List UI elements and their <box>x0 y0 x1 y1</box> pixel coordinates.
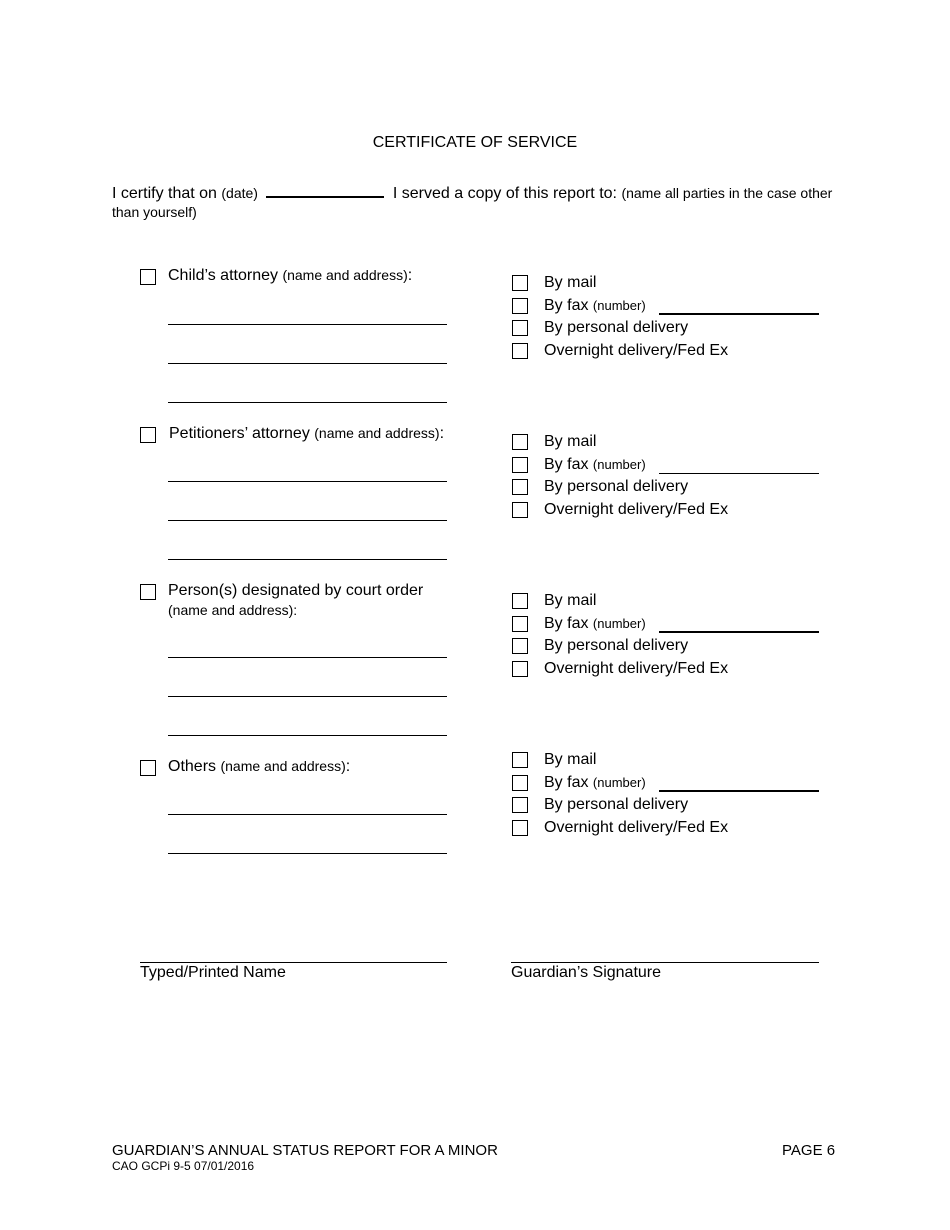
method-mail-label: By mail <box>544 433 597 450</box>
method-overnight-label: Overnight delivery/Fed Ex <box>544 819 729 836</box>
childs-attorney-overnight-checkbox[interactable] <box>512 343 528 359</box>
petitioners-attorney-personal-checkbox[interactable] <box>512 479 528 495</box>
others-checkbox[interactable] <box>140 760 156 776</box>
court-designee-fax-number-field[interactable] <box>659 631 819 633</box>
childs-attorney-mail-checkbox[interactable] <box>512 275 528 291</box>
parties-hint-continuation: than yourself) <box>112 204 197 220</box>
petitioners-attorney-line-2[interactable] <box>168 520 447 521</box>
childs-attorney-fax-checkbox[interactable] <box>512 298 528 314</box>
petitioners-attorney-mail-checkbox[interactable] <box>512 434 528 450</box>
childs-attorney-line-2[interactable] <box>168 363 447 364</box>
parties-hint: (name all parties in the case other <box>621 185 833 201</box>
childs-attorney-personal-checkbox[interactable] <box>512 320 528 336</box>
petitioners-attorney-fax-number-field[interactable] <box>659 473 819 474</box>
method-fax-label: By fax (number) <box>544 615 646 632</box>
certify-text-1: I certify that on <box>112 185 217 202</box>
petitioners-attorney-fax-checkbox[interactable] <box>512 457 528 473</box>
court-designee-checkbox[interactable] <box>140 584 156 600</box>
childs-attorney-line-3[interactable] <box>168 402 447 403</box>
method-fax-label: By fax (number) <box>544 774 646 791</box>
others-overnight-checkbox[interactable] <box>512 820 528 836</box>
page-title: CERTIFICATE OF SERVICE <box>372 134 578 151</box>
printed-name-field[interactable] <box>140 962 447 963</box>
method-mail-label: By mail <box>544 274 597 291</box>
court-designee-overnight-checkbox[interactable] <box>512 661 528 677</box>
method-personal-label: By personal delivery <box>544 796 689 813</box>
guardian-signature-label: Guardian’s Signature <box>511 964 662 981</box>
childs-attorney-checkbox[interactable] <box>140 269 156 285</box>
petitioners-attorney-checkbox[interactable] <box>140 427 156 443</box>
method-mail-label: By mail <box>544 751 597 768</box>
method-personal-label: By personal delivery <box>544 319 689 336</box>
petitioners-attorney-label: Petitioners’ attorney (name and address): <box>169 425 445 442</box>
court-designee-personal-checkbox[interactable] <box>512 638 528 654</box>
childs-attorney-label: Child’s attorney (name and address): <box>168 267 413 284</box>
court-designee-fax-checkbox[interactable] <box>512 616 528 632</box>
method-personal-label: By personal delivery <box>544 637 689 654</box>
childs-attorney-line-1[interactable] <box>168 324 447 325</box>
page-number: PAGE 6 <box>782 1142 836 1159</box>
printed-name-label: Typed/Printed Name <box>140 964 286 981</box>
court-designee-line-1[interactable] <box>168 657 447 658</box>
others-label: Others (name and address): <box>168 758 351 775</box>
others-fax-checkbox[interactable] <box>512 775 528 791</box>
method-overnight-label: Overnight delivery/Fed Ex <box>544 660 729 677</box>
petitioners-attorney-line-1[interactable] <box>168 481 447 482</box>
method-overnight-label: Overnight delivery/Fed Ex <box>544 342 729 359</box>
method-fax-label: By fax (number) <box>544 297 646 314</box>
method-personal-label: By personal delivery <box>544 478 689 495</box>
others-line-1[interactable] <box>168 814 447 815</box>
court-designee-line-3[interactable] <box>168 735 447 736</box>
method-fax-label: By fax (number) <box>544 456 646 473</box>
others-mail-checkbox[interactable] <box>512 752 528 768</box>
method-mail-label: By mail <box>544 592 597 609</box>
certify-text-2: I served a copy of this report to: <box>392 185 617 202</box>
petitioners-attorney-overnight-checkbox[interactable] <box>512 502 528 518</box>
method-overnight-label: Overnight delivery/Fed Ex <box>544 501 729 518</box>
date-field[interactable] <box>266 182 384 198</box>
date-hint: (date) <box>221 185 258 201</box>
certify-statement <box>112 182 872 222</box>
others-personal-checkbox[interactable] <box>512 797 528 813</box>
others-fax-number-field[interactable] <box>659 790 819 792</box>
court-designee-mail-checkbox[interactable] <box>512 593 528 609</box>
petitioners-attorney-line-3[interactable] <box>168 559 447 560</box>
court-designee-line-2[interactable] <box>168 696 447 697</box>
childs-attorney-fax-number-field[interactable] <box>659 313 819 315</box>
court-designee-label: Person(s) designated by court order (name and address): <box>168 582 424 618</box>
footer-form-code: CAO GCPi 9-5 07/01/2016 <box>112 1159 255 1173</box>
guardian-signature-field[interactable] <box>511 962 819 963</box>
others-line-2[interactable] <box>168 853 447 854</box>
footer-report-title: GUARDIAN’S ANNUAL STATUS REPORT FOR A MINOR <box>112 1142 498 1159</box>
